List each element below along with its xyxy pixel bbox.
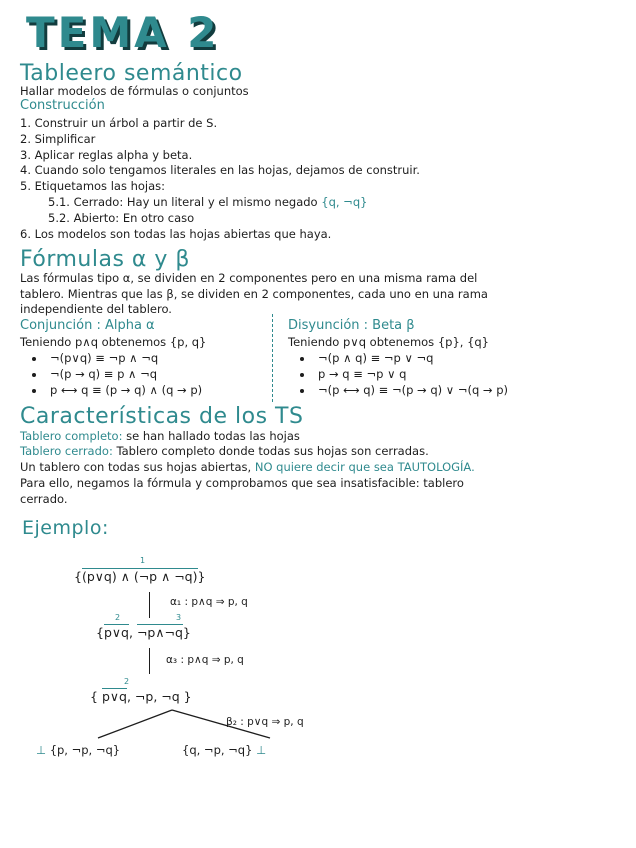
beta-rule-2 — [300, 367, 406, 381]
bullet-icon — [32, 357, 36, 361]
alpha-rule-1-text: ¬(p∨q) ≡ ¬p ∧ ¬q — [50, 351, 159, 365]
leaf-right-set: {q, ¬p, ¬q} — [182, 743, 253, 757]
root-formula: (p∨q) ∧ (¬p ∧ ¬q) — [81, 569, 198, 584]
formula-index-2: 2 — [115, 613, 121, 622]
closed-tableau-label: Tablero cerrado: — [20, 444, 113, 458]
leaf-left-set: {p, ¬p, ¬q} — [49, 743, 121, 757]
complete-tableau-label: Tablero completo: — [20, 429, 123, 443]
closed-mark-right: ⊥ — [256, 743, 267, 757]
level2-formula-a: p∨q — [103, 625, 129, 640]
intro-text: Hallar modelos de fórmulas o conjuntos — [20, 84, 249, 98]
level3-node: { p∨q, ¬p, ¬q } — [90, 689, 192, 704]
open-tableau-text: Un tablero con todas sus hojas abiertas, — [20, 460, 252, 474]
bullet-icon — [32, 389, 36, 393]
bullet-icon — [300, 373, 304, 377]
alpha-rule-3-text: p ⟷ q ≡ (p → q) ∧ (q → p) — [50, 383, 203, 397]
level3-formula: p∨q — [101, 689, 127, 704]
closed-mark-left: ⊥ — [36, 743, 47, 757]
level2-sep: , — [128, 625, 133, 640]
alpha-rule-3 — [32, 383, 202, 397]
section-heading-tableau: Tableero semántico — [20, 61, 243, 86]
beta-title: Disyunción : Beta β — [288, 318, 415, 333]
column-divider — [272, 314, 273, 402]
bullet-icon — [32, 373, 36, 377]
beta-rule-1-text: ¬(p ∧ q) ≡ ¬p ∨ ¬q — [318, 351, 434, 365]
bullet-icon — [300, 389, 304, 393]
substep-closed-set: {q, ¬q} — [321, 195, 368, 209]
example-heading: Ejemplo: — [22, 517, 109, 539]
formula-index-1: 1 — [140, 556, 146, 565]
leaf-left — [36, 743, 120, 757]
level2-formula-b: ¬p∧¬q — [136, 625, 183, 640]
section-heading-alpha-beta: Fórmulas α y β — [20, 247, 190, 272]
step-2: 2. Simplificar — [20, 132, 96, 146]
substep-closed — [48, 195, 367, 209]
beta-rule-1 — [300, 351, 433, 365]
leaf-right — [182, 743, 266, 757]
step-4: 4. Cuando solo tengamos literales en las hojas, dejamos de construir. — [20, 163, 420, 177]
open-tableau-line — [20, 460, 475, 474]
alpha-beta-para-line-1: Las fórmulas tipo α, se dividen en 2 componentes pero en una misma rama del — [20, 271, 478, 285]
complete-tableau-line — [20, 429, 300, 443]
alpha-title: Conjunción : Alpha α — [20, 318, 155, 333]
step-5: 5. Etiquetamos las hojas: — [20, 179, 166, 193]
root-open-brace: { — [74, 569, 82, 584]
negation-line: Para ello, negamos la fórmula y comprobamos que sea insatisfacible: tablero — [20, 476, 464, 490]
closed-tableau-line — [20, 444, 429, 458]
root-node — [74, 569, 205, 584]
alpha-rule-1 — [32, 351, 158, 365]
alpha-rule-2 — [32, 367, 157, 381]
alpha-rule-applied-3: α₃ : p∧q ⇒ p, q — [166, 654, 244, 666]
alpha-beta-para-line-2: tablero. Mientras que las β, se dividen en 2 componentes, cada uno en una rama — [20, 287, 488, 301]
substep-closed-text: Hay un literal y el mismo negado — [126, 195, 318, 209]
section-heading-characteristics: Características de los TS — [20, 404, 304, 429]
alpha-rule-applied-1: α₁ : p∧q ⇒ p, q — [170, 596, 248, 608]
level2-node: {p∨q, ¬p∧¬q} — [96, 625, 191, 640]
edge-1 — [149, 592, 150, 618]
alpha-beta-para-line-3: independiente del tablero. — [20, 302, 172, 316]
construction-subheading: Construcción — [20, 98, 105, 113]
edge-2 — [149, 648, 150, 674]
substep-closed-label: 5.1. Cerrado: — [48, 195, 124, 209]
page-title: TEMA 2 — [26, 8, 220, 57]
level3-rest: , ¬p, ¬q } — [126, 689, 192, 704]
bullet-icon — [300, 357, 304, 361]
alpha-rule-2-text: ¬(p → q) ≡ p ∧ ¬q — [50, 367, 158, 381]
step-3: 3. Aplicar reglas alpha y beta. — [20, 148, 193, 162]
beta-rule-3-text: ¬(p ⟷ q) ≡ ¬(p → q) ∨ ¬(q → p) — [318, 383, 508, 397]
beta-rule-2-text: p → q ≡ ¬p ∨ q — [318, 367, 407, 381]
closed-tableau-text: Tablero completo donde todas sus hojas son cerradas. — [116, 444, 429, 458]
root-close-brace: } — [197, 569, 206, 584]
beta-rule-3 — [300, 383, 508, 397]
step-6: 6. Los modelos son todas las hojas abiertas que haya. — [20, 227, 332, 241]
substep-open: 5.2. Abierto: En otro caso — [48, 211, 195, 225]
formula-index-3: 3 — [176, 613, 182, 622]
open-tableau-note: NO quiere decir que sea TAUTOLOGÍA. — [254, 460, 475, 474]
alpha-having: Teniendo p∧q obtenemos {p, q} — [20, 335, 207, 349]
negation-line-2: cerrado. — [20, 492, 68, 506]
complete-tableau-text: se han hallado todas las hojas — [126, 429, 300, 443]
step-1: 1. Construir un árbol a partir de S. — [20, 116, 218, 130]
formula-index-2b: 2 — [124, 677, 130, 686]
beta-rule-applied-2: β₂ : p∨q ⇒ p, q — [226, 716, 304, 728]
beta-having: Teniendo p∨q obtenemos {p}, {q} — [288, 335, 490, 349]
